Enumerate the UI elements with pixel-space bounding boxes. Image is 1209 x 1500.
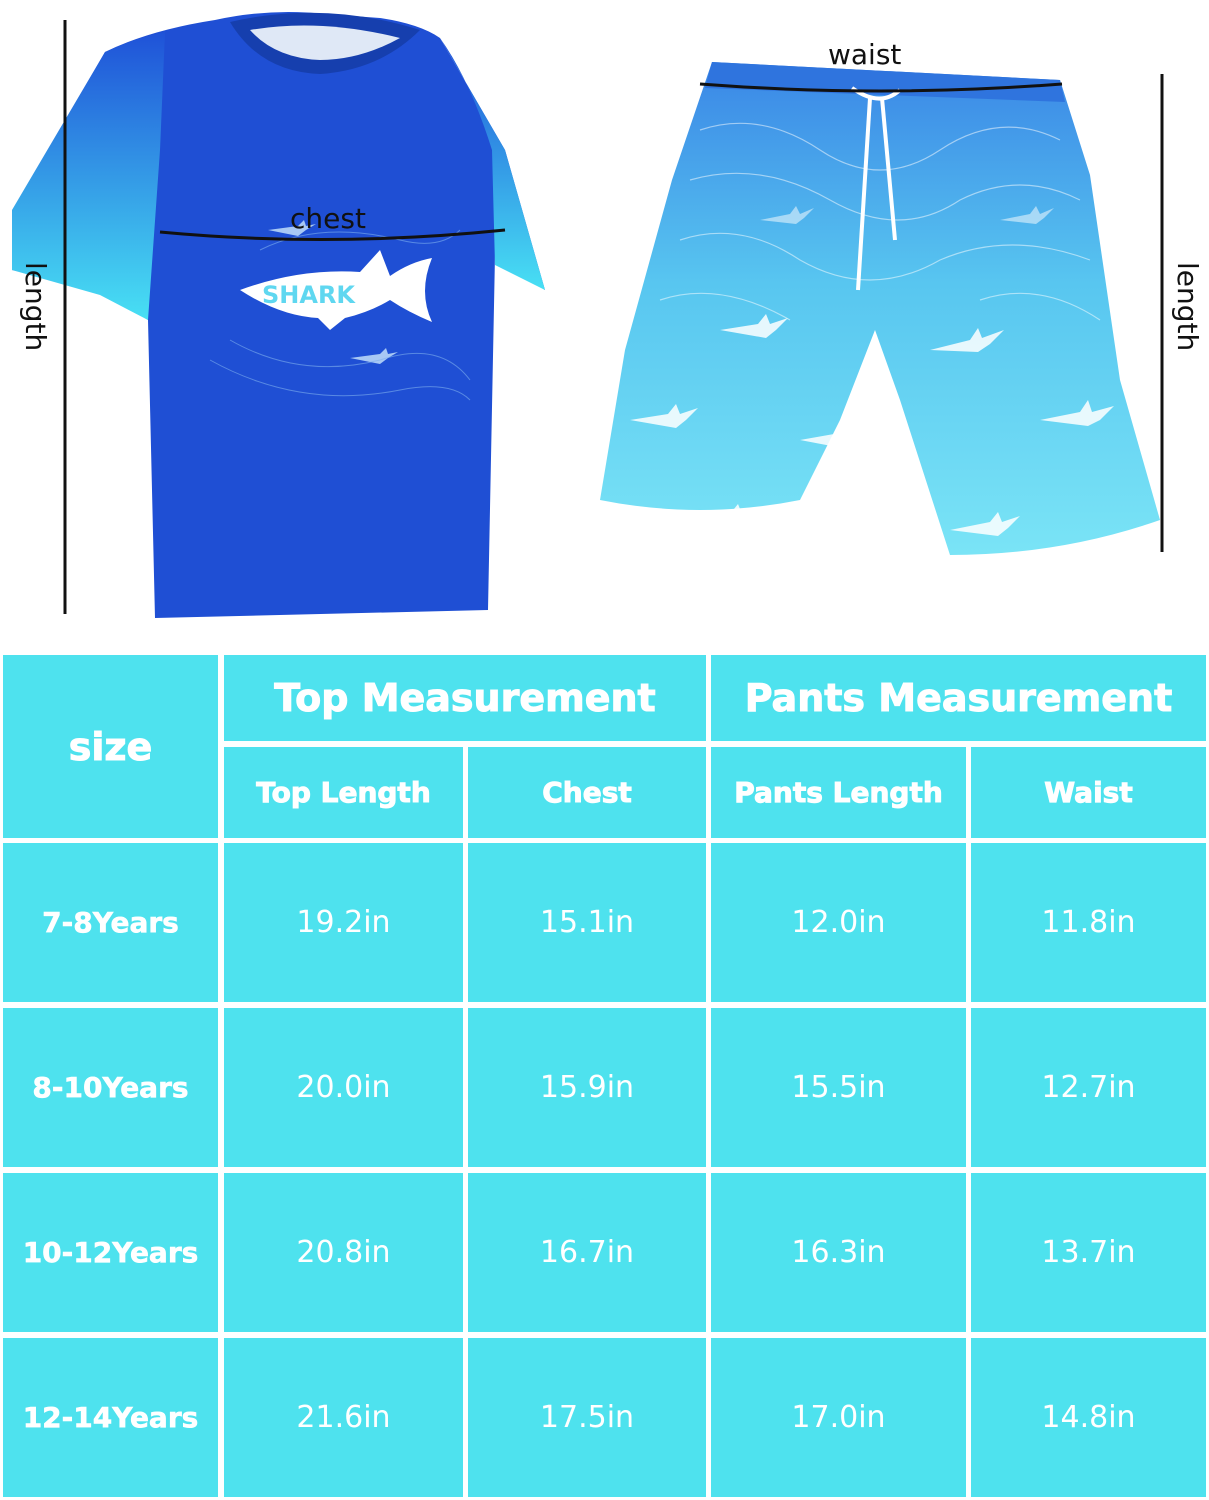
row-size-label: 7-8Years xyxy=(3,843,218,1002)
table-cell-chest: 15.9in xyxy=(468,1008,706,1167)
table-cell-chest: 15.1in xyxy=(468,843,706,1002)
table-cell-pants-length: 12.0in xyxy=(711,843,966,1002)
row-size-label: 10-12Years xyxy=(3,1173,218,1332)
size-chart-table xyxy=(0,652,1209,1500)
table-cell-chest: 16.7in xyxy=(468,1173,706,1332)
rash-guard-top xyxy=(12,12,545,618)
shark-print-text: SHARK xyxy=(262,281,356,309)
table-cell-top-length: 19.2in xyxy=(224,843,463,1002)
swim-shorts xyxy=(600,62,1160,555)
table-cell-waist: 13.7in xyxy=(971,1173,1206,1332)
table-cell-waist: 11.8in xyxy=(971,843,1206,1002)
size-header: size xyxy=(3,655,218,838)
table-cell-pants-length: 15.5in xyxy=(711,1008,966,1167)
table-cell-waist: 12.7in xyxy=(971,1008,1206,1167)
chest-label: chest xyxy=(290,202,366,235)
row-size-label: 8-10Years xyxy=(3,1008,218,1167)
group-top-measurement: Top Measurement xyxy=(224,655,706,741)
column-header-pants-length: Pants Length xyxy=(711,747,966,838)
table-cell-waist: 14.8in xyxy=(971,1338,1206,1497)
column-header-top-length: Top Length xyxy=(224,747,463,838)
column-header-chest: Chest xyxy=(468,747,706,838)
table-cell-pants-length: 16.3in xyxy=(711,1173,966,1332)
table-cell-top-length: 20.0in xyxy=(224,1008,463,1167)
table-cell-top-length: 20.8in xyxy=(224,1173,463,1332)
pants-length-label: length xyxy=(1171,262,1204,352)
group-pants-measurement: Pants Measurement xyxy=(711,655,1206,741)
row-size-label: 12-14Years xyxy=(3,1338,218,1497)
table-cell-pants-length: 17.0in xyxy=(711,1338,966,1497)
garment-illustration xyxy=(0,0,1209,640)
column-header-waist: Waist xyxy=(971,747,1206,838)
waist-label: waist xyxy=(828,38,902,71)
table-cell-top-length: 21.6in xyxy=(224,1338,463,1497)
table-cell-chest: 17.5in xyxy=(468,1338,706,1497)
top-length-label: length xyxy=(19,262,52,352)
